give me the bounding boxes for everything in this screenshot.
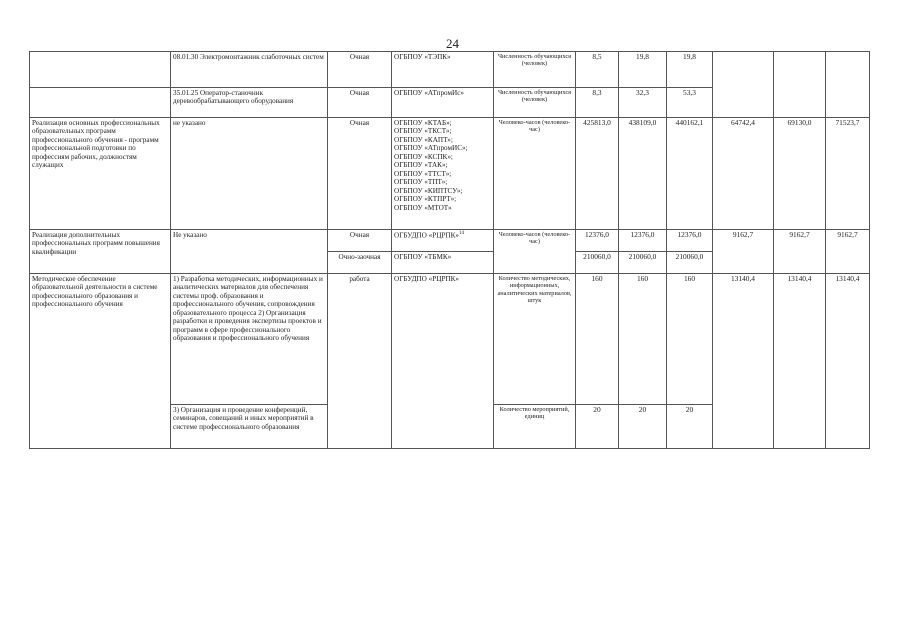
finance-cell: 69130,0 (774, 118, 826, 230)
org-item: ОГБПОУ «КИПТСУ»; (394, 186, 463, 195)
page-number: 24 (446, 36, 459, 51)
value-cell: 8,3 (576, 88, 619, 118)
profession-cell: 3) Организация и проведение конференций, семинаров, совещаний и иных мероприятий в системе профессионального образования (171, 405, 328, 449)
finance-cell: 9162,7 (713, 230, 774, 274)
value-cell: 12376,0 (576, 230, 619, 252)
org-cell: ОГБПОУ «ТЭПК» (392, 52, 494, 88)
form-cell: Очная (328, 52, 392, 88)
finance-cell: 64742,4 (713, 118, 774, 230)
value-cell: 160 (667, 274, 713, 405)
form-cell: Очная (328, 88, 392, 118)
org-item: ОГБПОУ «КАПТ»; (394, 135, 453, 144)
finance-cell: 13140,4 (774, 274, 826, 449)
unit-cell: Численность обучающихся (человек) (494, 88, 576, 118)
finance-cell (713, 52, 774, 118)
unit-cell: Численность обучающихся (человек) (494, 52, 576, 88)
value-cell: 160 (576, 274, 619, 405)
profession-cell: 08.01.30 Электромонтажник слаботочных систем (171, 52, 328, 88)
form-cell: Очная (328, 118, 392, 230)
value-cell: 20 (576, 405, 619, 449)
org-cell (392, 230, 494, 252)
value-cell: 12376,0 (619, 230, 667, 252)
form-cell: Очно-заочная (328, 252, 392, 274)
profession-cell: не указано (171, 118, 328, 230)
unit-cell: Количество мероприятий, единиц (494, 405, 576, 449)
table-row (30, 230, 870, 252)
org-item: ОГБПОУ «МТОТ» (394, 203, 452, 212)
org-item: ОГБПОУ «КТПРТ»; (394, 195, 457, 204)
org-item: ОГБПОУ «КСПК»; (394, 152, 453, 161)
org-item: ОГБПОУ «ТАК»; (394, 161, 448, 170)
org-list-cell (392, 118, 494, 230)
value-cell: 12376,0 (667, 230, 713, 252)
value-cell: 210060,0 (576, 252, 619, 274)
value-cell: 20 (619, 405, 667, 449)
unit-cell: Человеко-часов (человеко-час) (494, 230, 576, 274)
org-name: ОГБУДПО «РЦРПК» (394, 231, 460, 240)
service-cell (30, 52, 171, 88)
value-cell: 53,3 (667, 88, 713, 118)
unit-cell: Количество методических, информационных, аналитических материалов, штук (494, 274, 576, 405)
finance-cell (774, 52, 826, 118)
profession-cell: Не указано (171, 230, 328, 274)
value-cell: 440162,1 (667, 118, 713, 230)
value-cell: 210060,0 (667, 252, 713, 274)
service-cell: Методическое обеспечение образовательной деятельности в системе профессионального образования и профессионального обучения (30, 274, 171, 449)
service-cell: Реализация основных профессиональных образовательных программ профессионального обучения - программ профессиональной подготовки по профессиям рабочих, должностям служащих (30, 118, 171, 230)
org-cell: ОГБПОУ «ТБМК» (392, 252, 494, 274)
org-cell: ОГБПОУ «АТпромИс» (392, 88, 494, 118)
finance-cell (826, 52, 870, 118)
org-item: ОГБПОУ «ТКСТ»; (394, 127, 452, 136)
services-table (29, 51, 870, 449)
finance-cell: 13140,4 (826, 274, 870, 449)
form-cell: Очная (328, 230, 392, 252)
profession-cell: 1) Разработка методических, информационных и аналитических материалов для обеспечения системы проф. образования и профессионального обучения, сопровождения образовательного процесса 2) Организация разработки и проведения экспертизы проектов и программ в сфере профессионального образования и профессионального обучения (171, 274, 328, 405)
org-cell: ОГБУДПО «РЦРПК» (392, 274, 494, 449)
value-cell: 19,8 (667, 52, 713, 88)
form-cell: работа (328, 274, 392, 449)
finance-cell: 71523,7 (826, 118, 870, 230)
value-cell: 210060,0 (619, 252, 667, 274)
finance-cell: 9162,7 (774, 230, 826, 274)
table-row (30, 118, 870, 230)
value-cell: 8,5 (576, 52, 619, 88)
value-cell: 20 (667, 405, 713, 449)
value-cell: 32,3 (619, 88, 667, 118)
org-item: ОГБПОУ «ТТСТ»; (394, 169, 452, 178)
table-row (30, 52, 870, 88)
org-item: ОГБПОУ «АТпромИС»; (394, 144, 468, 153)
value-cell: 425813,0 (576, 118, 619, 230)
org-item: ОГБПОУ «ТПТ»; (394, 178, 448, 187)
value-cell: 160 (619, 274, 667, 405)
profession-cell: 35.01.25 Оператор-станочник деревообрабатывающего оборудования (171, 88, 328, 118)
finance-cell: 9162,7 (826, 230, 870, 274)
service-cell (30, 88, 171, 118)
footnote-mark: 14 (459, 231, 465, 236)
finance-cell: 13140,4 (713, 274, 774, 449)
unit-cell: Человеко-часов (человеко-час) (494, 118, 576, 230)
value-cell: 438109,0 (619, 118, 667, 230)
table-row (30, 274, 870, 405)
value-cell: 19,8 (619, 52, 667, 88)
service-cell: Реализация дополнительных профессиональных программ повышения квалификации (30, 230, 171, 274)
org-item: ОГБПОУ «КТАБ»; (394, 119, 452, 127)
